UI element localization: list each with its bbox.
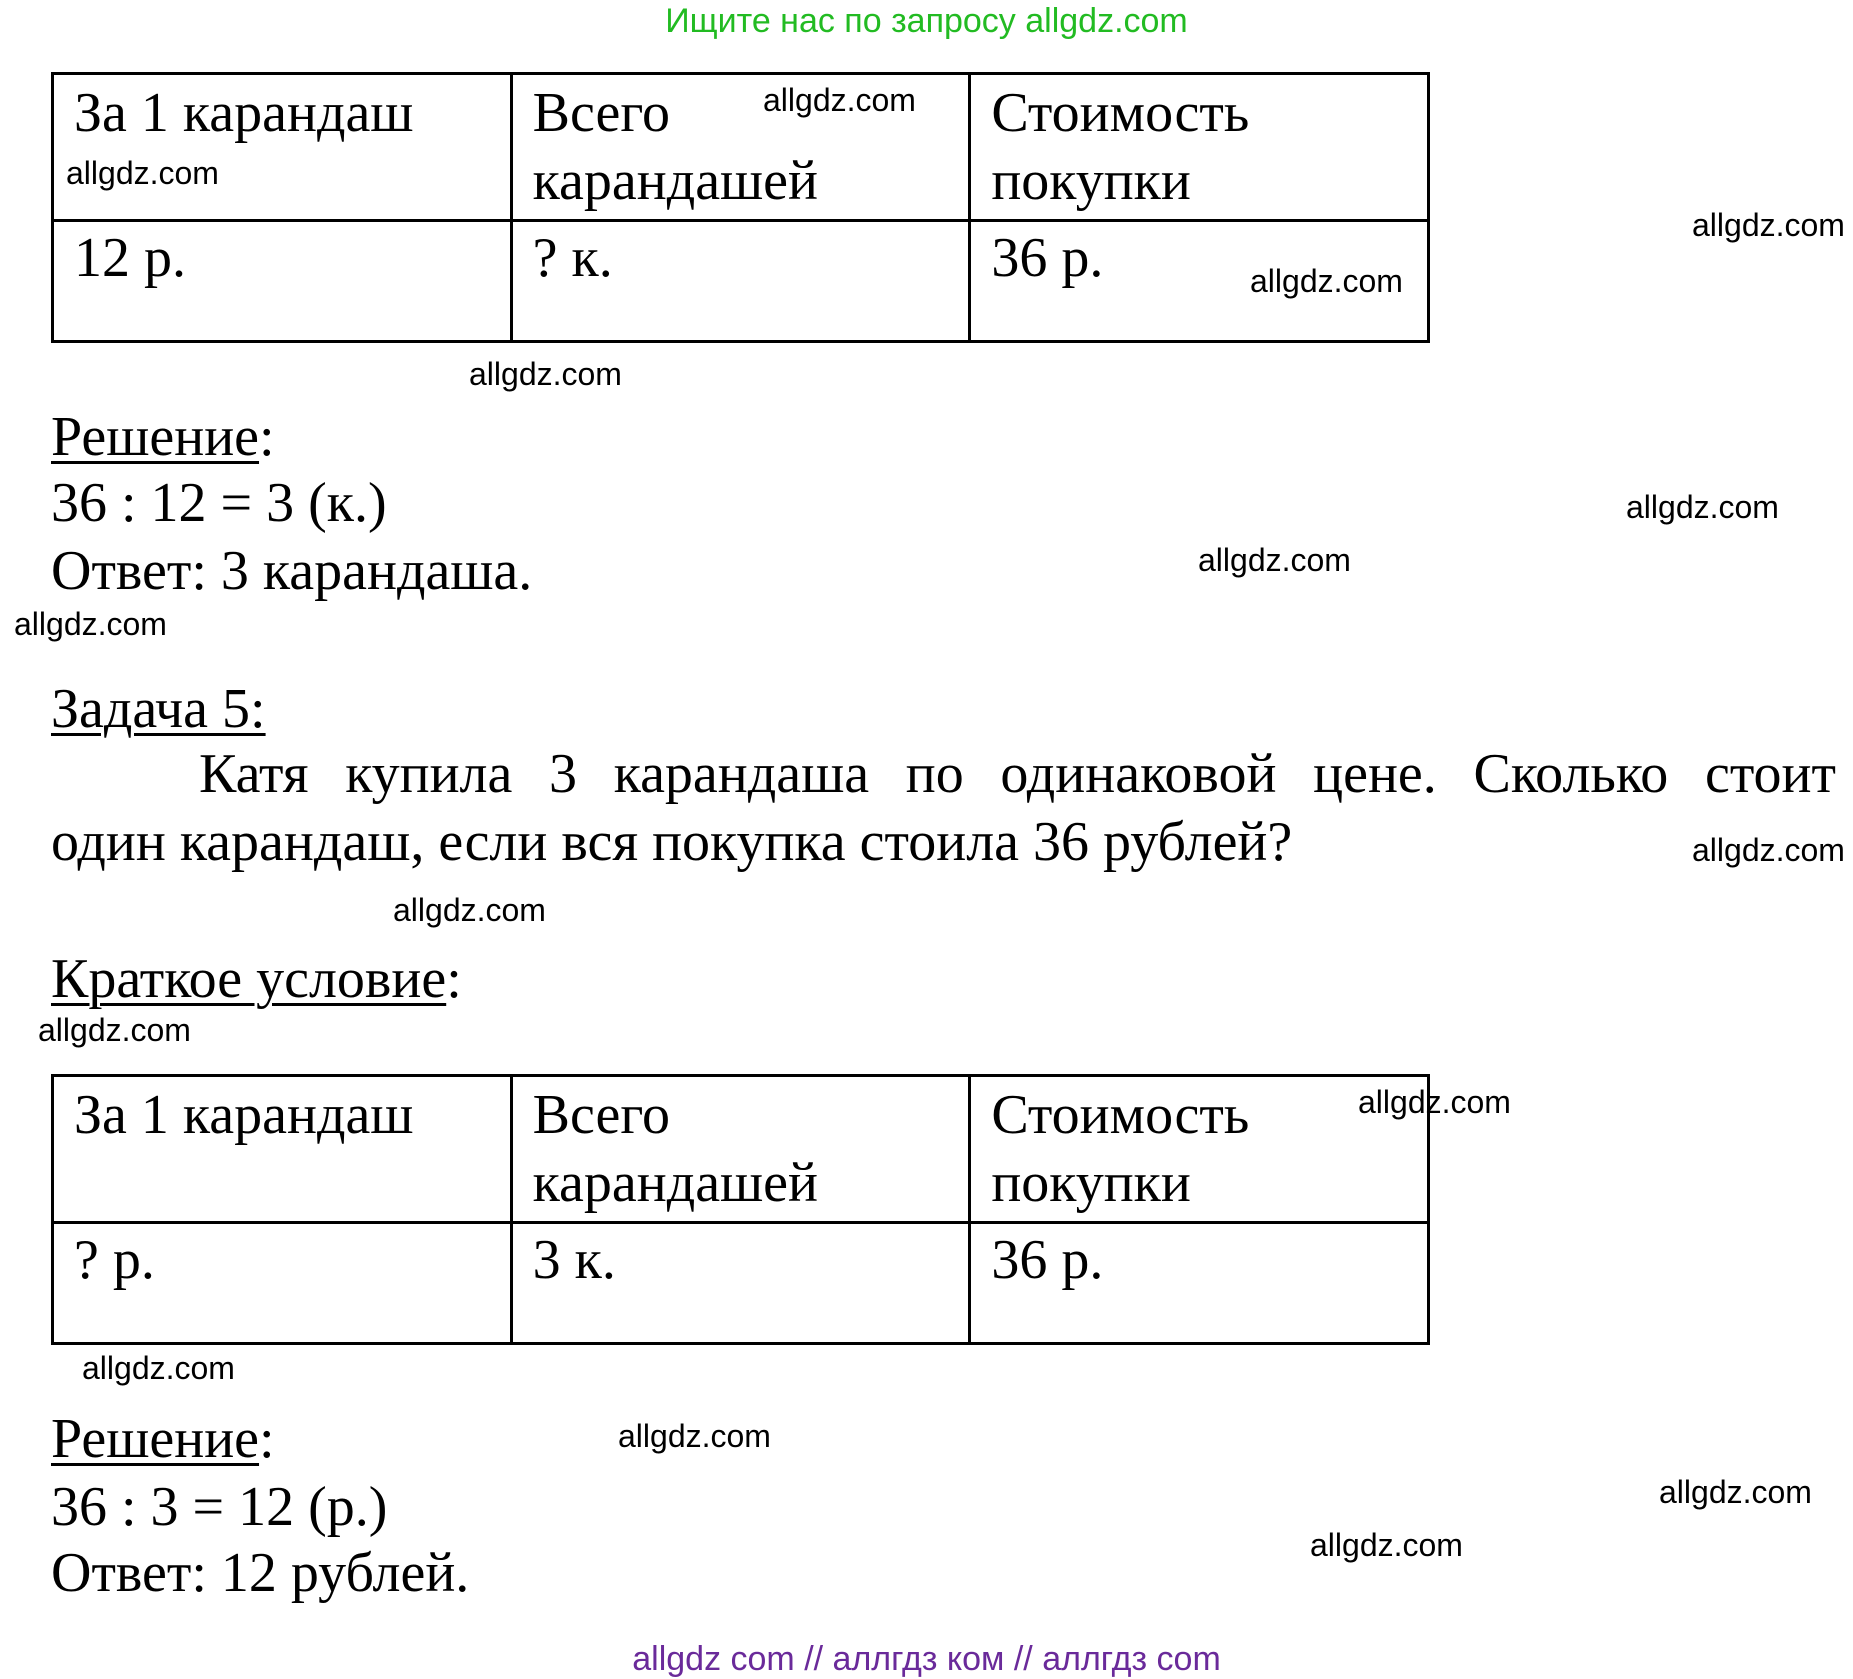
watermark: allgdz.com bbox=[1250, 263, 1403, 299]
bottom-banner: allgdz com // аллгдз ком // аллгдз com bbox=[632, 1640, 1221, 1678]
short-condition-heading bbox=[51, 946, 462, 1012]
watermark: allgdz.com bbox=[469, 356, 622, 392]
watermark: allgdz.com bbox=[82, 1350, 235, 1386]
header-price-per-pencil: За 1 карандаш bbox=[53, 1076, 512, 1223]
value-total-pencils: ? к. bbox=[511, 221, 970, 342]
value-total-pencils: 3 к. bbox=[511, 1223, 970, 1344]
condition-table-2 bbox=[51, 1074, 1430, 1345]
table-header-row bbox=[53, 1076, 1429, 1223]
condition-table-1 bbox=[51, 72, 1430, 343]
short-condition-colon: : bbox=[446, 948, 462, 1010]
table-value-row bbox=[53, 221, 1429, 342]
watermark: allgdz.com bbox=[1310, 1527, 1463, 1563]
watermark: allgdz.com bbox=[14, 606, 167, 642]
watermark: allgdz.com bbox=[1692, 207, 1845, 243]
solution-answer-2: Ответ: 12 рублей. bbox=[51, 1542, 470, 1604]
header-total-pencils: Всего карандашей bbox=[511, 1076, 970, 1223]
task-text-line-2: один карандаш, если вся покупка стоила 36 рублей? bbox=[51, 811, 1293, 873]
watermark: allgdz.com bbox=[38, 1012, 191, 1048]
solution-equation-1: 36 : 12 = 3 (к.) bbox=[51, 472, 387, 534]
header-purchase-cost: Стоимость покупки bbox=[970, 1076, 1429, 1223]
solution-heading-text: Решение bbox=[51, 1408, 260, 1470]
short-condition-heading-text: Краткое условие bbox=[51, 948, 447, 1010]
solution-heading-text: Решение bbox=[51, 406, 260, 468]
task-text bbox=[51, 740, 1836, 876]
watermark: allgdz.com bbox=[618, 1418, 771, 1454]
task-heading-text: Задача 5: bbox=[51, 678, 266, 740]
value-purchase-cost: 36 р. bbox=[970, 221, 1429, 342]
watermark: allgdz.com bbox=[1659, 1474, 1812, 1510]
solution-answer-1: Ответ: 3 карандаша. bbox=[51, 540, 533, 602]
value-price-per-pencil: ? р. bbox=[53, 1223, 512, 1344]
watermark: allgdz.com bbox=[66, 155, 219, 191]
watermark: allgdz.com bbox=[763, 82, 916, 118]
solution-heading-colon: : bbox=[259, 1408, 275, 1470]
header-price-per-pencil: За 1 карандаш bbox=[53, 74, 512, 221]
solution-heading-2 bbox=[51, 1406, 275, 1472]
top-banner: Ищите нас по запросу allgdz.com bbox=[665, 2, 1188, 40]
watermark: allgdz.com bbox=[1692, 832, 1845, 868]
solution-heading-colon: : bbox=[259, 406, 275, 468]
solution-equation-2: 36 : 3 = 12 (р.) bbox=[51, 1476, 388, 1538]
task-text-line-1: Катя купила 3 карандаша по одинаковой цене. Сколько стоит bbox=[199, 743, 1836, 805]
watermark: allgdz.com bbox=[1626, 489, 1779, 525]
table-header-row bbox=[53, 74, 1429, 221]
value-price-per-pencil: 12 р. bbox=[53, 221, 512, 342]
task-heading bbox=[51, 676, 266, 742]
header-total-pencils: Всего карандашей bbox=[511, 74, 970, 221]
solution-heading-1 bbox=[51, 404, 275, 470]
table-value-row bbox=[53, 1223, 1429, 1344]
value-purchase-cost: 36 р. bbox=[970, 1223, 1429, 1344]
watermark: allgdz.com bbox=[1358, 1084, 1511, 1120]
header-purchase-cost: Стоимость покупки bbox=[970, 74, 1429, 221]
watermark: allgdz.com bbox=[1198, 542, 1351, 578]
watermark: allgdz.com bbox=[393, 892, 546, 928]
